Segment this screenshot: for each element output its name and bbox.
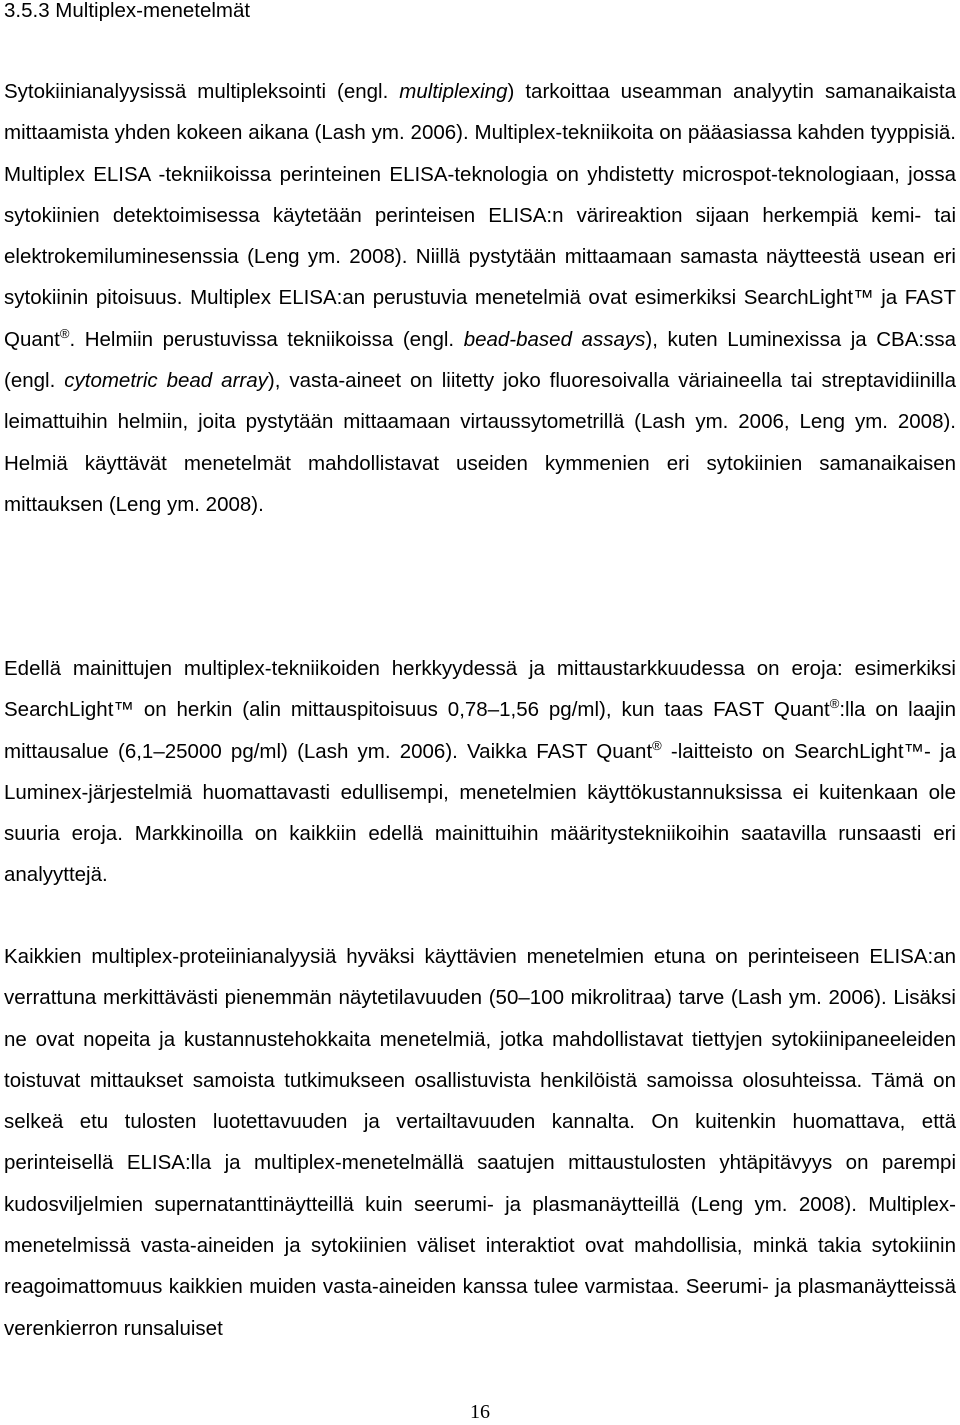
paragraph-multiplexing-intro [4, 71, 956, 525]
paragraph-sensitivity-comparison [4, 648, 956, 896]
paragraph1-italic-multiplexing: multiplexing [399, 80, 508, 103]
page-number: 16 [470, 1401, 490, 1423]
registered-mark: ® [829, 696, 840, 712]
paragraph1-text-4: ), kuten Luminexissa ja CBA:ssa (engl. [4, 327, 956, 393]
paragraph1-text-2: ) tarkoittaa useamman analyytin samanaikaista mittaamista yhden kokeen aikana (Lash ym. 2006). Multiplex-tekniikoita on pääasiassa kahden tyyppisiä. Multiplex ELISA -tekniikoissa perinteinen ELISA-teknologia on yhdistetty microspot-teknologiaan, jossa sytokiinien detektoimisessa käytetään perinteisen ELISA:n värireaktion sijaan herkempiä kemi- tai elektrokemiluminesenssia (Leng ym. 2008). Niillä pystytään mittaamaan samasta näytteestä usean eri sytokiinin pitoisuus. Multiplex ELISA:an perustuvia menetelmiä ovat esimerkiksi SearchLight™ ja FAST Quant [4, 80, 956, 351]
registered-mark: ® [652, 737, 662, 753]
paragraph1-text-5: ), vasta-aineet on liitetty joko fluoresoivalla väriaineella tai streptavidiinilla leimattuihin helmiin, joita pystytään mittaamaan virtaussytometrillä (Lash ym. 2006, Leng ym. 2008). Helmiä käyttävät menetelmät mahdollistavat useiden kymmenien eri sytokiinien samanaikaisen mittauksen (Leng ym. 2008). [4, 369, 956, 516]
section-heading: 3.5.3 Multiplex-menetelmät [4, 0, 251, 22]
paragraph1-italic-bead-based-assays: bead-based assays [463, 327, 646, 351]
paragraph2-text-2: :lla on laajin mittausalue (6,1–25000 pg/ml) (Lash ym. 2006). Vaikka FAST Quant [4, 698, 956, 763]
paragraph1-text-1: Sytokiinianalyysissä multipleksointi (engl. [4, 80, 400, 103]
paragraph1-text-3: . Helmiin perustuvissa tekniikoissa (engl. [69, 327, 464, 351]
paragraph2-text-3: -laitteisto on SearchLight™- ja Luminex-järjestelmiä huomattavasti edullisempi, menetelmien käyttökustannuksissa ei kuitenkaan ole suuria eroja. Markkinoilla on kaikkiin edellä mainittuihin määritystekniikoihin saatavilla runsaasti eri analyyttejä. [4, 739, 956, 887]
paragraph2-text-1: Edellä mainittujen multiplex-tekniikoiden herkkyydessä ja mittaustarkkuudessa on eroja: esimerkiksi SearchLight™ on herkin (alin mittauspitoisuus 0,78–1,56 pg/ml), kun taas FAST Quant [4, 657, 956, 722]
paragraph-advantages: Kaikkien multiplex-proteiinianalyysiä hyväksi käyttävien menetelmien etuna on perinteiseen ELISA:an verrattuna merkittävästi pienemmän näytetilavuuden (50–100 mikrolitraa) tarve (Lash ym. 2006). Lisäksi ne ovat nopeita ja kustannustehokkaita menetelmiä, jotka mahdollistavat tiettyjen sytokiinipaneeleiden toistuvat mittaukset samoista tutkimukseen osallistuvista henkilöistä samoissa olosuhteissa. Tämä on selkeä etu tulosten luotettavuuden ja vertailtavuuden kannalta. On kuitenkin huomattava, että perinteisellä ELISA:lla ja multiplex-menetelmällä saatujen mittaustulosten yhtäpitävyys on parempi kudosviljelmien supernatanttinäytteillä kuin seerumi- ja plasmanäytteillä (Leng ym. 2008). Multiplex-menetelmissä vasta-aineiden ja sytokiinien väliset interaktiot ovat mahdollisia, minkä takia sytokiinin reagoimattomuus kaikkien muiden vasta-aineiden kanssa tulee varmistaa. Seerumi- ja plasmanäytteissä verenkierron runsaluiset [4, 945, 956, 1340]
paragraph1-italic-cytometric-bead-array: cytometric bead array [64, 369, 268, 393]
registered-mark: ® [59, 325, 70, 341]
